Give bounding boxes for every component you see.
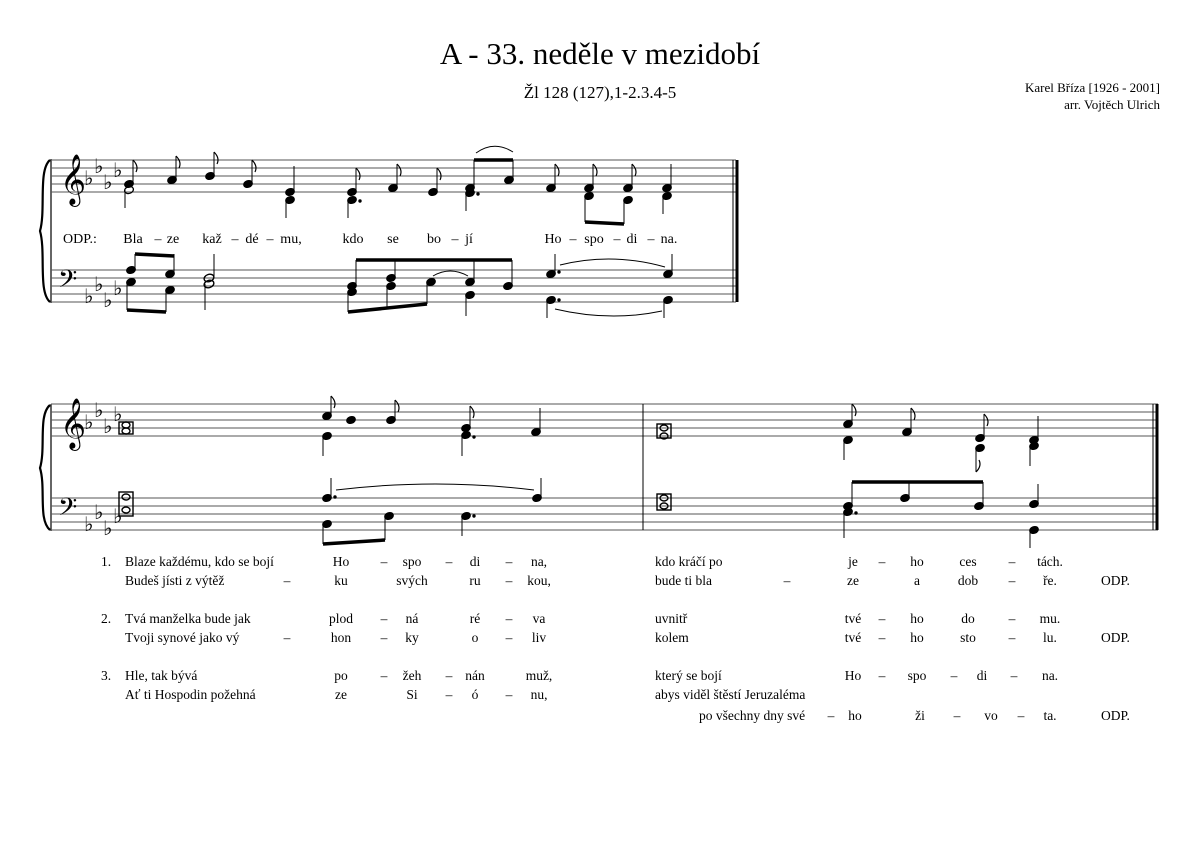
svg-text:♭: ♭ [103, 516, 113, 540]
lyric-syllable: jí [465, 232, 473, 247]
bass-clef-icon: 𝄢 [58, 493, 78, 528]
lyric-syllable: ku [334, 573, 348, 588]
lyric-syllable: kou, [527, 573, 551, 588]
lyric-hyphen: – [827, 708, 835, 723]
lyric-syllable: tvé [844, 611, 862, 626]
lyric-hyphen: – [569, 232, 577, 247]
lyric-syllable: bo [427, 232, 441, 247]
svg-text:♭: ♭ [84, 512, 94, 536]
lyric-hyphen: – [445, 554, 453, 569]
system-2 [40, 396, 1158, 548]
svg-text:♭: ♭ [103, 288, 113, 312]
lyric-syllable: ky [405, 630, 419, 645]
bass-clef-icon: 𝄢 [58, 265, 78, 300]
lyric-syllable: mu, [280, 232, 302, 247]
lyric-syllable: sto [960, 630, 976, 645]
verse-lead-text: kdo kráčí po [655, 554, 723, 569]
lyric-syllable: ho [910, 611, 924, 626]
svg-text:♭: ♭ [113, 402, 123, 426]
lyric-syllable: na. [660, 232, 678, 247]
lyric-syllable: ná [405, 611, 419, 626]
lyric-hyphen: – [505, 687, 513, 702]
lyric-syllable: Si [406, 687, 418, 702]
svg-text:♭: ♭ [113, 158, 123, 182]
lyric-hyphen: – [505, 554, 513, 569]
svg-text:♭: ♭ [94, 154, 104, 178]
verse-lead-text: bude ti bla [655, 573, 712, 588]
svg-text:♭: ♭ [103, 170, 113, 194]
refrain-cue: ODP. [1101, 630, 1130, 645]
lyric-syllable: se [387, 232, 399, 247]
verse-lead-text: který se bojí [655, 668, 722, 683]
lyric-syllable: je [848, 554, 858, 569]
verse-lead-text: Ať ti Hospodin požehná [125, 687, 256, 702]
bass-staff [51, 498, 1158, 530]
refrain-label: ODP.: [63, 232, 97, 247]
lyric-hyphen: – [283, 573, 291, 588]
treble-notes [124, 146, 673, 224]
lyric-syllable: di [976, 668, 988, 683]
lyric-hyphen: – [1008, 611, 1016, 626]
lyric-syllable: nán [465, 668, 485, 683]
lyric-syllable: ho [910, 554, 924, 569]
verse-lead-text: Hle, tak bývá [125, 668, 198, 683]
lyric-syllable: Bla [123, 232, 143, 247]
verse-lead-text: po všechny dny své [699, 708, 806, 723]
lyric-syllable: Ho [544, 232, 562, 247]
lyric-syllable: ré [469, 611, 481, 626]
svg-text:♭: ♭ [103, 414, 113, 438]
verse-lead-text: Tvoji synové jako vý [125, 630, 240, 645]
brace [40, 160, 50, 302]
lyric-hyphen: – [283, 630, 291, 645]
lyric-hyphen: – [266, 232, 274, 247]
lyric-hyphen: – [380, 611, 388, 626]
lyric-syllable: ó [471, 687, 479, 702]
lyric-syllable: ze [166, 232, 180, 247]
lyric-syllable: ho [910, 630, 924, 645]
lyric-syllable: do [961, 611, 975, 626]
verse-number: 2. [101, 611, 112, 626]
lyric-syllable: žeh [402, 668, 422, 683]
bass-notes [119, 478, 1039, 548]
verse-lead-text: Budeš jísti z výtěž [125, 573, 225, 588]
lyric-syllable: svých [396, 573, 428, 588]
lyric-hyphen: – [950, 668, 958, 683]
lyric-syllable: ze [847, 573, 859, 588]
verse-lead-text: Blaze každému, kdo se bojí [125, 554, 274, 569]
lyric-syllable: Ho [844, 668, 862, 683]
svg-text:♭: ♭ [94, 398, 104, 422]
brace [40, 405, 50, 530]
lyric-hyphen: – [1008, 573, 1016, 588]
lyric-syllable: di [469, 554, 481, 569]
lyric-syllable: tách. [1037, 554, 1063, 569]
lyric-hyphen: – [231, 232, 239, 247]
lyric-syllable: a [914, 573, 920, 588]
lyric-hyphen: – [647, 232, 655, 247]
psalm-reference: Žl 128 (127),1-2.3.4-5 [523, 83, 677, 102]
lyric-syllable: liv [531, 630, 547, 645]
lyric-syllable: spo [584, 232, 604, 247]
lyric-hyphen: – [505, 630, 513, 645]
lyric-syllable: ta. [1043, 708, 1057, 723]
lyric-syllable: dé [245, 232, 259, 247]
composer-credit: Karel Bříza [1926 - 2001] [1024, 80, 1160, 95]
lyric-syllable: Ho [332, 554, 350, 569]
svg-text:♭: ♭ [113, 504, 123, 528]
verse-lead-text: Tvá manželka bude jak [125, 611, 251, 626]
lyric-hyphen: – [878, 630, 886, 645]
verse-lead-text: abys viděl štěstí Jeruzaléma [655, 687, 806, 702]
lyric-hyphen: – [1008, 554, 1016, 569]
lyric-syllable: tvé [844, 630, 862, 645]
lyric-syllable: lu. [1043, 630, 1057, 645]
lyric-hyphen: – [953, 708, 961, 723]
lyric-syllable: vo [984, 708, 998, 723]
lyric-syllable: ru [469, 573, 481, 588]
lyric-hyphen: – [1017, 708, 1025, 723]
svg-text:♭: ♭ [84, 166, 94, 190]
treble-staff [51, 404, 1158, 436]
lyric-syllable: po [334, 668, 348, 683]
lyric-hyphen: – [1008, 630, 1016, 645]
lyric-syllable: dob [957, 573, 979, 588]
lyric-hyphen: – [1010, 668, 1018, 683]
lyric-syllable: na. [1041, 668, 1059, 683]
lyric-hyphen: – [878, 554, 886, 569]
lyric-hyphen: – [878, 668, 886, 683]
lyric-hyphen: – [878, 611, 886, 626]
svg-text:♭: ♭ [84, 284, 94, 308]
lyric-hyphen: – [783, 573, 791, 588]
arranger-credit: arr. Vojtěch Ulrich [1064, 97, 1160, 112]
lyric-hyphen: – [380, 554, 388, 569]
lyric-hyphen: – [380, 668, 388, 683]
lyric-syllable: va [532, 611, 546, 626]
verse-number: 3. [101, 668, 112, 683]
lyric-syllable: kdo [342, 232, 364, 247]
svg-text:♭: ♭ [94, 500, 104, 524]
lyric-syllable: mu. [1039, 611, 1061, 626]
lyric-syllable: spo [402, 554, 422, 569]
treble-clef-icon: 𝄞 [60, 154, 87, 205]
lyric-hyphen: – [154, 232, 162, 247]
lyric-hyphen: – [445, 668, 453, 683]
lyric-syllable: kaž [202, 232, 222, 247]
lyric-syllable: ces [959, 554, 977, 569]
refrain-cue: ODP. [1101, 708, 1130, 723]
lyric-hyphen: – [505, 611, 513, 626]
lyric-hyphen: – [505, 573, 513, 588]
lyric-hyphen: – [451, 232, 459, 247]
lyric-syllable: plod [328, 611, 354, 626]
treble-notes [119, 396, 1039, 530]
lyric-syllable: ze [335, 687, 347, 702]
lyric-hyphen: – [445, 687, 453, 702]
svg-text:♭: ♭ [84, 410, 94, 434]
svg-text:♭: ♭ [94, 272, 104, 296]
lyric-syllable: spo [907, 668, 927, 683]
lyric-syllable: ho [848, 708, 862, 723]
lyric-syllable: muž, [525, 668, 553, 683]
verse-lead-text: kolem [655, 630, 689, 645]
treble-clef-icon: 𝄞 [60, 398, 87, 449]
svg-text:♭: ♭ [113, 276, 123, 300]
page-title: A - 33. neděle v mezidobí [439, 36, 761, 71]
lyric-syllable: ře. [1043, 573, 1057, 588]
lyric-hyphen: – [613, 232, 621, 247]
verse-lead-text: uvnitř [655, 611, 688, 626]
lyric-syllable: na, [530, 554, 548, 569]
lyric-syllable: o [471, 630, 479, 645]
lyric-syllable: hon [330, 630, 352, 645]
refrain-cue: ODP. [1101, 573, 1130, 588]
verse-number: 1. [101, 554, 112, 569]
lyric-hyphen: – [380, 630, 388, 645]
lyric-syllable: di [626, 232, 638, 247]
lyric-syllable: ži [915, 708, 925, 723]
lyric-syllable: nu, [530, 687, 548, 702]
